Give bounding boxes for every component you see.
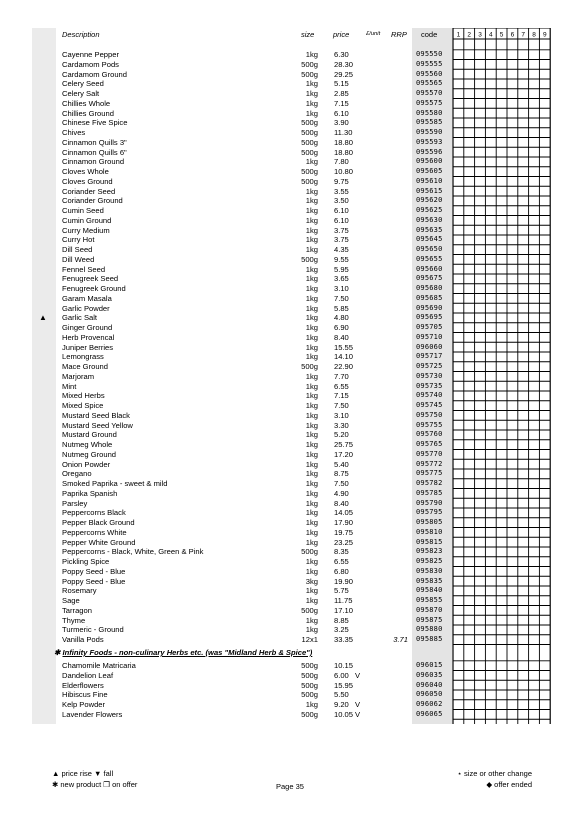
item-size: 1kg: [305, 625, 318, 635]
item-description: Coriander Seed: [62, 186, 116, 196]
item-price: 17.10: [334, 605, 354, 615]
item-price: 3.10: [334, 284, 349, 293]
item-size: 1kg: [305, 332, 318, 342]
item-description: Nutmeg Ground: [62, 449, 117, 459]
legend-offer-ended: ◆ offer ended: [486, 780, 532, 789]
grid-column-number: 3: [478, 31, 482, 39]
item-size: 1kg: [305, 518, 318, 527]
item-price: 2.85: [334, 89, 349, 98]
item-description: Rosemary: [62, 586, 97, 596]
item-size: 1kg: [305, 615, 318, 625]
item-description: Peppercorns Black: [62, 508, 126, 518]
item-size: 1kg: [305, 98, 318, 108]
item-code: 095650: [416, 245, 443, 253]
item-description: Ginger Ground: [62, 323, 113, 332]
item-price: 23.25: [334, 537, 354, 547]
item-size: 1kg: [305, 410, 318, 420]
item-size: 1kg: [305, 89, 318, 98]
item-size: 500g: [301, 680, 318, 690]
item-price: 6.10: [334, 215, 349, 225]
grid-column-number: 8: [532, 31, 536, 39]
item-price: 3.10: [334, 410, 349, 420]
item-description: Lemongrass: [62, 352, 104, 362]
item-code: 095596: [416, 147, 443, 156]
item-code: 095805: [416, 518, 443, 526]
item-code: 095840: [416, 586, 443, 595]
item-size: 1kg: [305, 352, 318, 362]
item-price: 5.95: [334, 264, 349, 274]
item-size: 500g: [301, 128, 318, 137]
item-description: Dandelion Leaf: [62, 670, 114, 680]
item-description: Sage: [62, 596, 80, 605]
item-price: 5.85: [334, 303, 349, 313]
item-code: 095710: [416, 332, 443, 341]
item-description: Mustard Seed Black: [62, 410, 130, 420]
item-size: 1kg: [305, 293, 318, 303]
item-size: 1kg: [305, 225, 318, 235]
item-description: Nutmeg Whole: [62, 440, 113, 449]
header-per-unit: £/unit: [366, 31, 381, 37]
item-size: 500g: [301, 709, 318, 719]
item-description: Smoked Paprika - sweet & mild: [62, 479, 168, 488]
item-price: 5.15: [334, 79, 349, 89]
item-size: 1kg: [305, 381, 318, 391]
item-size: 500g: [301, 147, 318, 157]
item-description: Turmeric - Ground: [62, 625, 124, 635]
item-price: 4.80: [334, 313, 349, 323]
item-size: 500g: [301, 254, 318, 264]
item-size: 1kg: [305, 537, 318, 547]
item-code: 095760: [416, 430, 443, 439]
item-size: 1kg: [305, 479, 318, 488]
item-price: 8.35: [334, 547, 349, 557]
item-description: Mixed Spice: [62, 401, 104, 410]
item-code: 095810: [416, 527, 443, 536]
item-price: 3.55: [334, 186, 349, 196]
item-size: 12x1: [301, 635, 318, 644]
item-description: Chamomile Matricaria: [62, 661, 136, 670]
legend-new-offer: ✱ new product ❒ on offer: [52, 780, 138, 789]
item-code: 095610: [416, 176, 443, 185]
item-size: 500g: [301, 547, 318, 557]
item-code: 095565: [416, 79, 443, 88]
item-price: 7.15: [334, 98, 349, 108]
item-description: Herb Provencal: [62, 332, 115, 342]
item-size: 1kg: [305, 557, 318, 566]
item-price: 11.75: [334, 596, 353, 605]
item-description: Fennel Seed: [62, 264, 106, 274]
item-price: 4.90: [334, 488, 349, 498]
item-size: 1kg: [305, 391, 318, 401]
item-price: 7.70: [334, 371, 349, 381]
item-description: Mustard Seed Yellow: [62, 420, 133, 430]
item-code: 095830: [416, 566, 443, 575]
item-size: 1kg: [305, 430, 318, 440]
item-description: Garlic Salt: [62, 313, 98, 323]
item-price: 11.30: [334, 128, 353, 137]
item-size: 1kg: [305, 303, 318, 313]
item-size: 1kg: [305, 264, 318, 274]
item-price: 14.10: [334, 352, 354, 362]
item-price: 33.35: [334, 635, 354, 644]
item-description: Hibiscus Fine: [62, 690, 108, 700]
item-size: 500g: [301, 59, 318, 69]
item-size: 500g: [301, 670, 318, 680]
item-price: 4.35: [334, 245, 349, 254]
item-size: 1kg: [305, 323, 318, 332]
item-code: 095855: [416, 596, 443, 604]
item-price: 7.50: [334, 401, 349, 410]
item-code: 095725: [416, 362, 443, 370]
header-code: code: [421, 30, 438, 39]
item-size: 1kg: [305, 245, 318, 254]
item-code: 095615: [416, 186, 443, 195]
item-code: 095590: [416, 128, 443, 136]
item-price: 6.10: [334, 206, 349, 215]
item-description: Peppercorns - Black, White, Green & Pink: [62, 547, 204, 557]
item-size: 1kg: [305, 274, 318, 284]
new-product-mark: ✱: [54, 648, 61, 657]
item-price: 25.75: [334, 440, 354, 449]
item-size: 500g: [301, 176, 318, 186]
item-description: Poppy Seed - Blue: [62, 576, 126, 586]
item-code: 096050: [416, 690, 443, 699]
item-price: 6.55: [334, 381, 349, 391]
item-description: Garam Masala: [62, 293, 112, 303]
item-size: 1kg: [305, 186, 318, 196]
legend-price-change: ▲ price rise ▼ fall: [52, 769, 114, 778]
item-description: Parsley: [62, 498, 88, 508]
item-price: 7.15: [334, 391, 349, 401]
item-description: Pickling Spice: [62, 557, 110, 566]
item-description: Mace Ground: [62, 362, 109, 371]
item-description: Cumin Seed: [62, 206, 104, 215]
item-price: 6.90: [334, 323, 349, 332]
item-description: Kelp Powder: [62, 700, 106, 709]
item-flag: V: [355, 700, 361, 709]
item-description: Cumin Ground: [62, 215, 112, 225]
item-code: 096035: [416, 670, 443, 679]
item-code: 095745: [416, 401, 443, 409]
item-code: 095555: [416, 59, 443, 68]
item-size: 1kg: [305, 586, 318, 596]
item-price: 18.80: [334, 147, 354, 157]
item-price: 8.75: [334, 469, 349, 479]
item-description: Onion Powder: [62, 459, 111, 469]
item-price: 8.40: [334, 332, 349, 342]
item-price: 3.30: [334, 420, 349, 430]
item-size: 1kg: [305, 215, 318, 225]
item-code: 095755: [416, 420, 443, 429]
item-code: 095575: [416, 98, 443, 107]
item-price: 7.80: [334, 157, 349, 167]
item-price: 3.50: [334, 196, 349, 206]
item-description: Vanilla Pods: [62, 635, 104, 644]
item-size: 500g: [301, 605, 318, 615]
item-code: 095645: [416, 235, 443, 244]
grid-column-number: 2: [467, 31, 472, 39]
item-code: 095635: [416, 225, 443, 234]
item-price: 9.55: [334, 254, 349, 264]
item-rrp: 3.71: [393, 635, 408, 644]
item-price: 3.75: [334, 235, 349, 245]
item-description: Cinnamon Quills 3": [62, 137, 127, 147]
item-price: 10.80: [334, 167, 354, 176]
item-price: 3.90: [334, 118, 349, 128]
item-size: 1kg: [305, 157, 318, 167]
item-price: 17.90: [334, 518, 354, 527]
item-description: Lavender Flowers: [62, 709, 123, 719]
item-description: Marjoram: [62, 371, 95, 381]
item-size: 1kg: [305, 313, 318, 323]
item-price: 29.25: [334, 69, 354, 79]
item-description: Tarragon: [62, 605, 92, 615]
item-price: 3.75: [334, 225, 349, 235]
item-description: Cardamom Ground: [62, 69, 127, 79]
item-size: 1kg: [305, 498, 318, 508]
item-size: 1kg: [305, 401, 318, 410]
order-grid: [452, 28, 552, 724]
item-size: 1kg: [305, 50, 318, 59]
item-description: Garlic Powder: [62, 303, 110, 313]
item-price: 5.40: [334, 459, 349, 469]
item-description: Cardamom Pods: [62, 59, 119, 69]
item-price: 19.90: [334, 576, 354, 586]
item-description: Mint: [62, 381, 77, 391]
item-description: Mustard Ground: [62, 430, 117, 440]
item-code: 095835: [416, 576, 443, 585]
item-code: 095772: [416, 459, 443, 468]
header-price: price: [333, 30, 350, 39]
item-description: Curry Hot: [62, 235, 95, 245]
item-size: 1kg: [305, 371, 318, 381]
item-code: 095730: [416, 371, 443, 380]
item-description: Coriander Ground: [62, 196, 123, 206]
item-code: 095775: [416, 469, 443, 478]
item-code: 095630: [416, 215, 443, 224]
item-code: 095875: [416, 615, 443, 624]
item-code: 095870: [416, 605, 443, 614]
item-price: 7.50: [334, 479, 349, 488]
item-description: Dill Seed: [62, 245, 93, 254]
item-price: 18.80: [334, 137, 354, 147]
item-size: 1kg: [305, 108, 318, 118]
item-description: Cloves Ground: [62, 176, 113, 186]
item-size: 1kg: [305, 420, 318, 430]
item-price: 3.65: [334, 274, 349, 284]
item-price: 10.05: [334, 709, 354, 719]
item-code: 095690: [416, 303, 443, 312]
item-price: 10.15: [334, 661, 354, 670]
item-code: 095580: [416, 108, 443, 117]
grid-column-number: 5: [499, 31, 504, 39]
item-size: 1kg: [305, 469, 318, 479]
item-price: 15.55: [334, 342, 354, 352]
item-price: 22.90: [334, 362, 354, 371]
item-code: 095675: [416, 274, 443, 283]
item-size: 500g: [301, 69, 318, 79]
item-price: 14.05: [334, 508, 354, 518]
item-code: 095550: [416, 50, 443, 58]
item-description: Juniper Berries: [62, 342, 114, 352]
item-code: 096040: [416, 680, 443, 689]
item-code: 095625: [416, 206, 443, 214]
item-description: Poppy Seed - Blue: [62, 566, 126, 576]
item-code: 095885: [416, 635, 443, 643]
item-description: Fenugreek Ground: [62, 284, 126, 293]
item-size: 1kg: [305, 206, 318, 215]
item-code: 095790: [416, 498, 443, 507]
grid-column-number: 7: [521, 31, 526, 39]
header-description: Description: [62, 30, 100, 39]
item-size: 1kg: [305, 508, 318, 518]
item-description: Celery Salt: [62, 89, 100, 98]
item-description: Curry Medium: [62, 225, 110, 235]
section-heading: [54, 648, 312, 657]
item-code: 095560: [416, 69, 443, 78]
item-size: 1kg: [305, 459, 318, 469]
price-rise-icon: ▲: [39, 313, 47, 323]
item-size: 500g: [301, 167, 318, 176]
item-size: 1kg: [305, 235, 318, 245]
item-description: Chillies Ground: [62, 108, 114, 118]
item-code: 096015: [416, 661, 443, 669]
item-code: 095740: [416, 391, 443, 400]
item-price: 7.50: [334, 293, 349, 303]
item-size: 500g: [301, 118, 318, 128]
item-price: 8.40: [334, 498, 349, 508]
item-price: 8.85: [334, 615, 349, 625]
item-size: 1kg: [305, 700, 318, 709]
item-price: 9.20: [334, 700, 349, 709]
item-code: 095750: [416, 410, 443, 419]
item-description: Paprika Spanish: [62, 488, 118, 498]
item-code: 095735: [416, 381, 443, 390]
item-price: 3.25: [334, 625, 349, 635]
item-description: Cayenne Pepper: [62, 50, 119, 59]
item-description: Mixed Herbs: [62, 391, 105, 401]
item-code: 095600: [416, 157, 443, 166]
item-price: 9.75: [334, 176, 349, 186]
item-description: Chives: [62, 128, 86, 137]
item-code: 095815: [416, 537, 443, 546]
item-code: 096065: [416, 709, 443, 718]
item-description: Celery Seed: [62, 79, 104, 89]
item-price: 15.95: [334, 680, 354, 690]
item-size: 3kg: [305, 576, 318, 586]
item-description: Chillies Whole: [62, 98, 111, 108]
item-code: 096060: [416, 342, 443, 351]
item-flag: V: [355, 709, 361, 719]
item-size: 1kg: [305, 449, 318, 459]
section-title: Infinity Foods - non-culinary Herbs etc. (was "Midland Herb & Spice"): [62, 648, 313, 657]
item-code: 095825: [416, 557, 443, 565]
item-size: 1kg: [305, 488, 318, 498]
item-code: 095620: [416, 196, 443, 205]
item-code: 095605: [416, 167, 443, 175]
item-description: Cloves Whole: [62, 167, 109, 176]
item-code: 095717: [416, 352, 443, 361]
legend-size-change: ⋆ size or other change: [457, 769, 532, 778]
item-description: Fenugreek Seed: [62, 274, 119, 284]
item-code: 095585: [416, 118, 443, 127]
item-size: 1kg: [305, 196, 318, 206]
item-description: Thyme: [62, 615, 86, 625]
item-code: 095705: [416, 323, 443, 331]
item-price: 6.10: [334, 108, 349, 118]
item-code: 095660: [416, 264, 443, 273]
item-description: Pepper White Ground: [62, 537, 136, 547]
item-description: Cinnamon Ground: [62, 157, 125, 167]
item-code: 095823: [416, 547, 443, 556]
item-price: 6.80: [334, 566, 349, 576]
item-price: 6.55: [334, 557, 349, 566]
item-size: 500g: [301, 690, 318, 700]
item-flag: V: [355, 670, 361, 680]
item-code: 095765: [416, 440, 443, 448]
item-description: Chinese Five Spice: [62, 118, 128, 128]
item-code: 095593: [416, 137, 443, 146]
item-size: 500g: [301, 137, 318, 147]
item-size: 1kg: [305, 284, 318, 293]
item-price: 6.30: [334, 50, 349, 59]
grid-column-number: 9: [542, 31, 547, 39]
item-size: 1kg: [305, 79, 318, 89]
item-price: 17.20: [334, 449, 354, 459]
header-size: size: [301, 30, 315, 39]
item-size: 1kg: [305, 342, 318, 352]
grid-column-number: 6: [510, 31, 515, 39]
item-code: 095782: [416, 479, 443, 487]
item-size: 1kg: [305, 566, 318, 576]
item-code: 095695: [416, 313, 443, 322]
item-price: 19.75: [334, 527, 354, 537]
item-description: Cinnamon Quills 6": [62, 147, 127, 157]
item-code: 095685: [416, 293, 443, 302]
item-description: Pepper Black Ground: [62, 518, 135, 527]
item-description: Oregano: [62, 469, 92, 479]
grid-column-number: 4: [488, 31, 493, 39]
item-size: 1kg: [305, 527, 318, 537]
item-size: 500g: [301, 661, 318, 670]
item-code: 095770: [416, 449, 443, 458]
item-price: 6.00: [334, 670, 349, 680]
item-size: 1kg: [305, 440, 318, 449]
item-code: 095680: [416, 284, 443, 292]
item-description: Dill Weed: [62, 254, 95, 264]
item-description: Peppercorns White: [62, 527, 127, 537]
item-code: 095795: [416, 508, 443, 517]
item-code: 096062: [416, 700, 443, 708]
item-description: Elderflowers: [62, 680, 104, 690]
item-size: 500g: [301, 362, 318, 371]
item-price: 5.75: [334, 586, 349, 596]
item-code: 095570: [416, 89, 443, 97]
item-code: 095785: [416, 488, 443, 497]
item-code: 095880: [416, 625, 443, 634]
item-price: 5.20: [334, 430, 349, 440]
item-price: 28.30: [334, 59, 354, 69]
item-code: 095655: [416, 254, 443, 263]
page-number: Page 35: [276, 782, 304, 791]
grid-column-number: 1: [456, 31, 461, 39]
header-rrp: RRP: [391, 30, 407, 39]
item-price: 5.50: [334, 690, 349, 700]
item-size: 1kg: [305, 596, 318, 605]
